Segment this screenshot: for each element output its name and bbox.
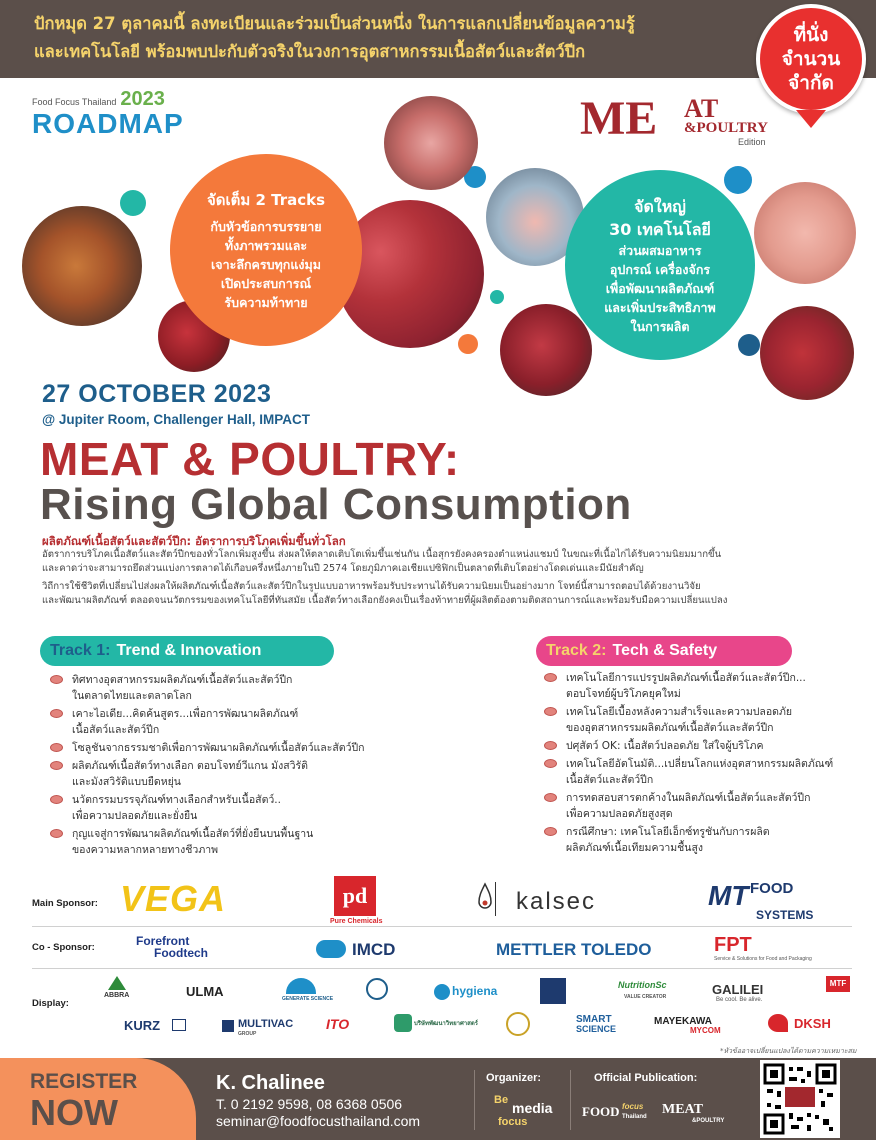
thirty-tech-bubble — [565, 170, 755, 360]
register-now-text-2[interactable]: NOW — [30, 1092, 118, 1133]
contact-name: K. Chalinee — [216, 1072, 325, 1094]
galilei-tagline: Be cool. Be alive. — [716, 997, 763, 1003]
list-item — [540, 670, 850, 702]
seat-badge-pointer — [796, 110, 826, 128]
co-sponsor-label: Co - Sponsor: — [32, 942, 95, 953]
mp-logo-me: ME — [580, 92, 658, 145]
footer-divider — [474, 1070, 475, 1130]
salami-photo — [760, 306, 854, 400]
imcd-logo: IMCD — [352, 940, 396, 959]
organizer-label: Organizer: — [486, 1072, 542, 1084]
list-item — [46, 792, 376, 824]
track-1-name: Trend & Innovation — [116, 642, 262, 659]
decor-dot — [490, 290, 504, 304]
fpt-logo: FPT — [714, 934, 752, 956]
vega-logo: VEGA — [120, 878, 227, 919]
list-item — [46, 706, 376, 738]
intro-heading: ผลิตภัณฑ์เนื้อสัตว์และสัตว์ปีก: อัตราการบริโภคเพิ่มขึ้นทั่วโลก — [42, 534, 346, 548]
smart-science-sub: SCIENCE — [576, 1024, 617, 1034]
organizer-logo-media: media — [512, 1100, 553, 1116]
pure-chemicals-logo: Pure Chemicals — [330, 918, 383, 925]
thirty-tech-line: อุปกรณ์ เครื่องจักร — [609, 261, 711, 277]
list-item — [46, 672, 376, 704]
meat-bullet-icon — [544, 707, 557, 716]
topic-line: ผลิตภัณฑ์เนื้อสัตว์ทางเลือก ตอบโจทย์วีแกน มังสวิรัติ — [72, 760, 308, 772]
footer-divider — [570, 1070, 571, 1130]
decor-dot — [724, 166, 752, 194]
mt-food-text: FOOD — [750, 880, 794, 897]
multivac-mark-icon — [222, 1020, 234, 1032]
galilei-logo: GALILEI — [712, 982, 764, 997]
banner-line-1: ปักหมุด 27 ตุลาคมนี้ ลงทะเบียนและร่วมเป็นส่วนหนึ่ง ในการแลกเปลี่ยนข้อมูลความรู้ — [34, 14, 635, 33]
event-title-main: MEAT & POULTRY: — [40, 433, 460, 485]
seat-badge-line-1: ที่นั่ง — [793, 24, 829, 46]
meat-bullet-icon — [50, 675, 63, 684]
decor-dot — [738, 334, 760, 356]
topic-line: กรณีศึกษา: เทคโนโลยีเอ็กซ์ทรูชันกับการผลิต — [566, 826, 770, 838]
food-focus-thailand: Thailand — [622, 1114, 647, 1120]
thirty-tech-line: ในการผลิต — [630, 318, 690, 334]
meat-bullet-icon — [544, 673, 557, 682]
two-tracks-bubble — [170, 154, 362, 346]
banner-line-2: และเทคโนโลยี พร้อมพบปะกับตัวจริงในวงการอุตสาหกรรมเนื้อสัตว์และสัตว์ปีก — [34, 42, 586, 61]
hygiena-mark-icon — [434, 984, 450, 1000]
meat-poultry-edition-logo — [580, 92, 780, 152]
thirty-tech-title-1: จัดใหญ่ — [634, 196, 686, 216]
mayekawa-logo: MAYEKAWA — [654, 1016, 712, 1027]
seat-badge-line-3: จำกัด — [788, 72, 834, 94]
meat-bullet-icon — [50, 795, 63, 804]
meat-poultry-footer-sub: &POULTRY — [692, 1118, 725, 1124]
thirty-tech-title-2: 30 เทคโนโลยี — [609, 219, 711, 239]
meat-bullet-icon — [50, 761, 63, 770]
list-item — [46, 826, 376, 858]
registration-qr-code[interactable] — [760, 1060, 840, 1138]
topic-line: การทดสอบสารตกค้างในผลิตภัณฑ์เนื้อสัตว์และสัตว์ปีก — [566, 792, 811, 804]
track-1-header — [40, 636, 334, 666]
mp-logo-at: AT — [684, 94, 719, 123]
organizer-logo-focus: focus — [498, 1116, 528, 1128]
display-label: Display: — [32, 998, 69, 1009]
list-item — [540, 756, 850, 788]
meat-bullet-icon — [50, 709, 63, 718]
official-publication-label: Official Publication: — [594, 1072, 698, 1084]
list-item — [540, 790, 850, 822]
intro-paragraph-2-line-2: และพัฒนาผลิตภัณฑ์ ตลอดจนนวัตกรรมของเทคโนโลยีที่ทันสมัย เนื้อสัตว์ทางเลือกยังคงเป็นเรื่องท้าทายที่ผู้ผลิตต้องตามติดสถานการณ์และพร้อมรับมือความเปลี่ยนแปลง — [42, 595, 728, 606]
mt-food-systems-logo: MT — [708, 880, 749, 911]
contact-email[interactable]: seminar@foodfocusthailand.com — [216, 1113, 421, 1129]
roadmap-logo — [32, 88, 184, 137]
topic-line: ตอบโจทย์ผู้บริโภคยุคใหม่ — [566, 688, 681, 700]
intro-paragraph-1-line-2: และคาดว่าจะสามารถยึดส่วนแบ่งการตลาดได้เกือบครึ่งหนึ่งภายในปี 2574 โดยภูมิภาคเอเชียแปซิฟิกเป็นตลาดที่เติบโตอย่างโดดเด่นและมีนัยสำคัญ — [42, 563, 644, 574]
topic-line: โซลูชันจากธรรมชาติเพื่อการพัฒนาผลิตภัณฑ์เนื้อสัตว์และสัตว์ปีก — [72, 742, 365, 754]
hygiena-logo: hygiena — [452, 984, 498, 998]
track-2-header — [536, 636, 792, 666]
nutrition-science-tagline: VALUE CREATOR — [624, 994, 667, 1000]
contact-phone[interactable]: T. 0 2192 9598, 08 6368 0506 — [216, 1096, 403, 1112]
sponsor-divider — [32, 968, 852, 969]
mettler-toledo-logo: METTLER TOLEDO — [496, 940, 652, 959]
decor-dot — [120, 190, 146, 216]
register-now-text-1[interactable]: REGISTER — [30, 1070, 138, 1093]
topic-line: ปศุสัตว์ OK: เนื้อสัตว์ปลอดภัย ใส่ใจผู้บริโภค — [566, 740, 764, 752]
multivac-group-text: GROUP — [238, 1031, 257, 1037]
topic-line: ในตลาดไทยและตลาดโลก — [72, 690, 192, 702]
topic-line: ผลิตภัณฑ์เนื้อเทียมความชื้นสูง — [566, 842, 704, 854]
emblem-icon — [506, 1012, 530, 1036]
mp-logo-poultry: &POULTRY — [684, 120, 768, 136]
globe-icon — [366, 978, 388, 1000]
sponsor-divider — [32, 926, 852, 927]
forefront-foodtech-logo: Forefront — [136, 934, 190, 948]
list-item — [540, 704, 850, 736]
two-tracks-line: เปิดประสบการณ์ — [220, 275, 312, 291]
smart-science-logo: SMART — [576, 1014, 612, 1025]
topic-line: และมังสวิรัติแบบยืดหยุ่น — [72, 776, 181, 788]
sausages-photo — [384, 96, 478, 190]
track-2-name: Tech & Safety — [612, 642, 718, 659]
organizer-logo-be: Be — [494, 1094, 509, 1106]
topic-line: เพื่อความปลอดภัยและยั่งยืน — [72, 810, 198, 822]
topic-line: เคาะไอเดีย...คิดค้นสูตร...เพื่อการพัฒนาผลิตภัณฑ์ — [72, 708, 299, 720]
topic-line: ของอุตสาหกรรมผลิตภัณฑ์เนื้อสัตว์และสัตว์ปีก — [566, 722, 774, 734]
chicken-legs-photo — [22, 206, 142, 326]
roadmap-small-text: Food Focus Thailand — [32, 97, 117, 107]
kalsec-drop-icon — [478, 882, 496, 916]
mtf-logo: MTF — [826, 976, 850, 992]
abbra-mark-icon — [108, 976, 126, 990]
meat-poultry-footer-logo: MEAT — [662, 1102, 703, 1117]
main-sponsor-label: Main Sponsor: — [32, 898, 98, 909]
fpt-tagline: Service & Solutions for Food and Packaging — [714, 956, 812, 962]
topic-line: เทคโนโลยีการแปรรูปผลิตภัณฑ์เนื้อสัตว์และสัตว์ปีก... — [566, 672, 806, 684]
meat-bullet-icon — [544, 741, 557, 750]
sahaphan-mark-icon — [394, 1014, 412, 1032]
track-1-topic-list — [46, 672, 376, 860]
seat-badge-line-2: จำนวน — [781, 48, 841, 70]
kurz-logo: KURZ — [124, 1018, 161, 1033]
track-2-topic-list — [540, 670, 850, 858]
nutrition-science-logo: NutritionSc — [618, 980, 667, 990]
two-tracks-line: เจาะลึกครบทุกแง่มุม — [210, 256, 322, 272]
list-item — [540, 824, 850, 856]
abbra-logo: ABBRA — [104, 992, 130, 999]
multivac-logo: MULTIVAC — [238, 1018, 294, 1030]
generate-science-logo: GENERATE SCIENCE — [282, 996, 334, 1002]
topic-line: ของความหลากหลายทางชีวภาพ — [72, 844, 219, 856]
track-2-number: Track 2: — [546, 642, 607, 659]
list-item — [46, 758, 376, 790]
two-tracks-line: ทั้งภาพรวมและ — [224, 237, 308, 253]
meat-bullet-icon — [50, 743, 63, 752]
topic-line: ทิศทางอุตสาหกรรมผลิตภัณฑ์เนื้อสัตว์และสัตว์ปีก — [72, 674, 293, 686]
topic-line: นวัตกรรมบรรจุภัณฑ์ทางเลือกสำหรับเนื้อสัตว์.. — [72, 794, 281, 806]
mp-logo-edition: Edition — [738, 137, 766, 147]
two-tracks-line: กับหัวข้อการบรรยาย — [210, 218, 322, 234]
topic-line: เนื้อสัตว์และสัตว์ปีก — [72, 724, 160, 736]
thirty-tech-line: และเพิ่มประสิทธิภาพ — [604, 299, 716, 315]
sahaphan-logo: บริษัทพัฒนาวิทยาศาสตร์ — [414, 1021, 478, 1027]
ito-logo: ITO — [326, 1016, 350, 1032]
forefront-foodtech-sub: Foodtech — [154, 946, 208, 960]
mt-systems-text: SYSTEMS — [756, 908, 814, 922]
raw-sausages-photo — [754, 182, 856, 284]
event-venue: @ Jupiter Room, Challenger Hall, IMPACT — [42, 412, 310, 427]
meat-bullet-icon — [544, 759, 557, 768]
list-item — [540, 738, 850, 754]
imcd-mark-icon — [316, 940, 346, 958]
meat-bullet-icon — [544, 827, 557, 836]
decor-dot — [458, 334, 478, 354]
mycom-logo: MYCOM — [690, 1026, 721, 1035]
generate-science-mark-icon — [286, 978, 316, 994]
roadmap-word: ROADMAP — [32, 108, 184, 139]
thirty-tech-line: ส่วนผสมอาหาร — [618, 242, 702, 258]
pure-chemicals-mark: pd — [334, 876, 376, 916]
topic-line: กุญแจสู่การพัฒนาผลิตภัณฑ์เนื้อสัตว์ที่ยั่งยืนบนพื้นฐาน — [72, 828, 314, 840]
meat-bullet-icon — [544, 793, 557, 802]
ulma-logo: ULMA — [186, 984, 224, 999]
list-item — [46, 740, 376, 756]
two-tracks-title: จัดเต็ม 2 Tracks — [206, 190, 326, 209]
kalsec-logo: kalsec — [516, 888, 597, 915]
track-1-number: Track 1: — [50, 642, 111, 659]
pensions-logo-icon — [540, 978, 566, 1004]
topic-line: เทคโนโลยีอัตโนมัติ...เปลี่ยนโลกแห่งอุตสาหกรรมผลิตภัณฑ์ — [566, 758, 834, 770]
top-banner — [0, 0, 876, 78]
intro-paragraph-1-line-1: อัตราการบริโภคเนื้อสัตว์และสัตว์ปีกของทั่วโลกเพิ่มสูงขึ้น ส่งผลให้ตลาดเติบโตเพิ่มขึ้นเช่นกัน เนื้อสุกรยังคงครองตำแหน่งแชมป์ ในขณะที่เนื้อไก่ได้รับความนิยมมากขึ้น — [42, 549, 722, 560]
steaks-photo — [500, 304, 592, 396]
disclaimer-note: *หัวข้ออาจเปลี่ยนแปลงได้ตามความเหมาะสม — [720, 1047, 857, 1055]
roadmap-year: 2023 — [120, 88, 165, 110]
two-tracks-line: รับความท้าทาย — [224, 294, 308, 310]
thirty-tech-line: เพื่อพัฒนาผลิตภัณฑ์ — [605, 280, 715, 296]
kurz-mark-icon — [172, 1019, 186, 1031]
event-date: 27 OCTOBER 2023 — [42, 380, 272, 408]
food-focus-italic: focus — [622, 1102, 644, 1111]
dksh-mark-icon — [768, 1014, 788, 1032]
food-focus-logo: FOOD — [582, 1104, 620, 1119]
meat-bullet-icon — [50, 829, 63, 838]
dksh-logo: DKSH — [794, 1016, 831, 1031]
intro-paragraph-2-line-1: วิถีการใช้ชีวิตที่เปลี่ยนไปส่งผลให้ผลิตภัณฑ์เนื้อสัตว์และสัตว์ปีกในรูปแบบอาหารพร้อมรับประทานได้รับความนิยมเป็นอย่างมาก โจทย์นี้สามารถตอบได้ด้วยงานวิจัย — [42, 581, 701, 592]
topic-line: เพื่อความปลอดภัยสูงสุด — [566, 808, 673, 820]
event-title-sub: Rising Global Consumption — [40, 480, 632, 529]
topic-line: เทคโนโลยีเบื้องหลังความสำเร็จและความปลอดภัย — [566, 706, 793, 718]
topic-line: เนื้อสัตว์และสัตว์ปีก — [566, 774, 654, 786]
